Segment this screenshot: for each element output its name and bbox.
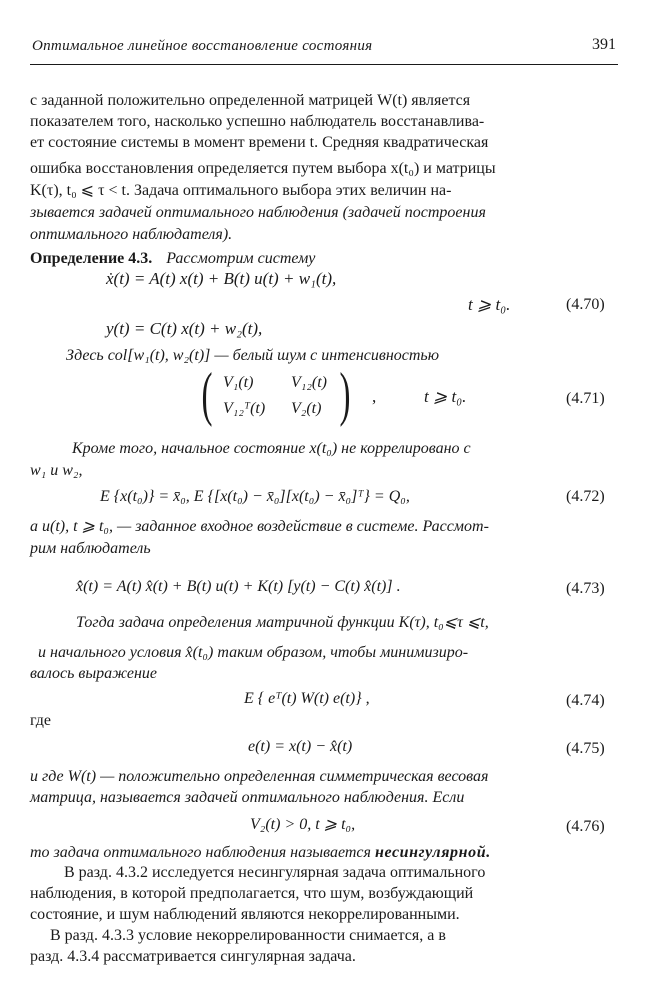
text-line: Тогда задача определения матричной функции K(τ), t₀⩽τ ⩽t, [76, 614, 489, 631]
equation-4-74: E { eᵀ(t) W(t) e(t)} , [244, 690, 370, 707]
page-number: 391 [592, 36, 616, 53]
text-line: наблюдения, в которой предполагается, что шум, возбуждающий [30, 885, 474, 902]
equation-4-76: V₂(t) > 0, t ⩾ t₀, [250, 816, 356, 833]
text-span: то задача оптимального наблюдения называется [30, 844, 375, 861]
text-line: и начального условия x̂(t₀) таким образом, чтобы минимизиро- [38, 644, 469, 661]
equation-number: (4.72) [566, 488, 605, 505]
equation-4-73-observer: x̂̇(t) = A(t) x̂(t) + B(t) u(t) + K(t) [y(t) − C(t) x̂(t)] . [76, 578, 401, 595]
text-line: разд. 4.3.4 рассматривается сингулярная задача. [30, 948, 356, 965]
text-line: Кроме того, начальное состояние x(t₀) не коррелировано с [72, 440, 471, 457]
equation-4-70-condition: t ⩾ t₀. [468, 295, 511, 314]
equation-4-72: E {x(t₀)} = x̄₀, E {[x(t₀) − x̄₀][x(t₀) − x̄₀]ᵀ} = Q₀, [100, 488, 410, 505]
running-header-title: Оптимальное линейное восстановление состояния [32, 38, 373, 54]
text-line: w₁ и w₂, [30, 462, 83, 479]
equation-number: (4.71) [566, 390, 605, 407]
text-line: оптимального наблюдателя). [30, 226, 233, 243]
text-line: ошибка восстановления определяется путем выбора x(t₀) и матрицы [30, 160, 496, 177]
matrix-cell: V₁₂(t) [291, 374, 327, 391]
text-line: зывается задачей оптимального наблюдения (задачей построения [30, 204, 486, 221]
definition-label: Определение 4.3. [30, 250, 153, 267]
equation-number: (4.73) [566, 580, 605, 597]
matrix-cell: V₁(t) [223, 374, 254, 391]
term-nonsingular: несингулярной. [374, 844, 491, 861]
matrix-left-paren: ( [201, 361, 213, 427]
text-line: валось выражение [30, 665, 157, 682]
text-line: а u(t), t ⩾ t₀, — заданное входное воздействие в системе. Рассмот- [30, 518, 489, 535]
intensity-matrix [201, 361, 355, 427]
definition-text: Рассмотрим систему [166, 250, 316, 267]
equation-number: (4.74) [566, 692, 605, 709]
equation-number: (4.70) [566, 296, 605, 313]
text-line: В разд. 4.3.2 исследуется несингулярная задача оптимального [64, 864, 486, 881]
header-rule [30, 64, 618, 65]
matrix-cell: V₁₂ᵀ(t) [223, 400, 266, 417]
matrix-cell: V₂(t) [291, 400, 322, 417]
text-line: и где W(t) — положительно определенная симметрическая весовая [30, 768, 489, 785]
text-line: рим наблюдатель [30, 540, 151, 557]
matrix-right-paren: ) [339, 361, 351, 427]
text-line: с заданной положительно определенной матрицей W(t) является [30, 92, 471, 109]
book-page: Оптимальное линейное восстановление состояния 391 с заданной положительно определенной матрицей W(t) является показателем того, насколько успешно наблюдатель восстанавлива- ет состояние системы в момент времени t. Средняя квадратическая ошибка восстановления определяется путем выбора x(t₀) и матрицы K(τ), t₀ ⩽ τ < t. Задача оптимального выбора этих величин на- зывается задачей оптимального наблюдения (задачей построения оптимального наблюдателя). Определение 4.3. Рассмотрим систему ẋ(t) = A(t) x(t) + B(t) u(t) + w₁(t), y(t) = C(t) x(t) + w₂(t), t ⩾ t₀. (4.70) Здесь col[w₁(t), w₂(t)] — белый шум с интенсивностью ( V₁(t) V₁₂(t) V₁₂ᵀ(t) V₂(t) ) , t ⩾ t₀. (4.71) Кроме того, начальное состояние x(t₀) не коррелировано с w₁ и w₂, E {x(t₀)} = x̄₀, E {[x(t₀) − x̄₀][x(t₀) − x̄₀]ᵀ} = Q₀, (4.72) а u(t), t ⩾ t₀, — заданное входное воздействие в системе. Рассмот- рим наблюдатель x̂̇(t) = A(t) x̂(t) + B(t) u(t) + K(t) [y(t) − C(t) x̂(t)] . (4.73) Тогда задача определения матричной функции K(τ), t₀⩽τ ⩽t, и начального условия x̂(t₀) таким образом, чтобы минимизиро- валось выражение E { eᵀ(t) W(t) e(t)} , (4.74) где e(t) = x(t) − x̂(t) (4.75) и где W(t) — положительно определенная симметрическая весовая матрица, называется задачей оптимального наблюдения. Если V₂(t) > 0, t ⩾ t₀, (4.76) то задача оптимального наблюдения называется несингулярной. В разд. 4.3.2 исследуется несингулярная задача оптимального наблюдения, в которой предполагается, что шум, возбуждающий состояние, и шум наблюдений являются некоррелированными. В разд. 4.3.3 условие некоррелированности снимается, а в разд. 4.3.4 рассматривается сингулярная задача. [0, 0, 659, 1000]
equation-4-71-condition: t ⩾ t₀. [424, 387, 467, 406]
text-line: показателем того, насколько успешно наблюдатель восстанавлива- [30, 113, 485, 130]
text-line: где [30, 712, 52, 729]
equation-4-70-state: ẋ(t) = A(t) x(t) + B(t) u(t) + w₁(t), [106, 269, 337, 288]
equation-4-75: e(t) = x(t) − x̂(t) [248, 738, 353, 755]
equation-number: (4.75) [566, 740, 605, 757]
text-line: матрица, называется задачей оптимального наблюдения. Если [30, 789, 465, 806]
text-line: K(τ), t₀ ⩽ τ < t. Задача оптимального выбора этих величин на- [30, 182, 452, 199]
equation-number: (4.76) [566, 818, 605, 835]
text-line: В разд. 4.3.3 условие некоррелированности снимается, а в [50, 927, 446, 944]
text-line: ет состояние системы в момент времени t. Средняя квадратическая [30, 134, 489, 151]
text-line: состояние, и шум наблюдений являются некоррелированными. [30, 906, 460, 923]
equation-4-70-output: y(t) = C(t) x(t) + w₂(t), [106, 319, 263, 338]
text-line: Здесь col[w₁(t), w₂(t)] — белый шум с интенсивностью [66, 347, 439, 364]
